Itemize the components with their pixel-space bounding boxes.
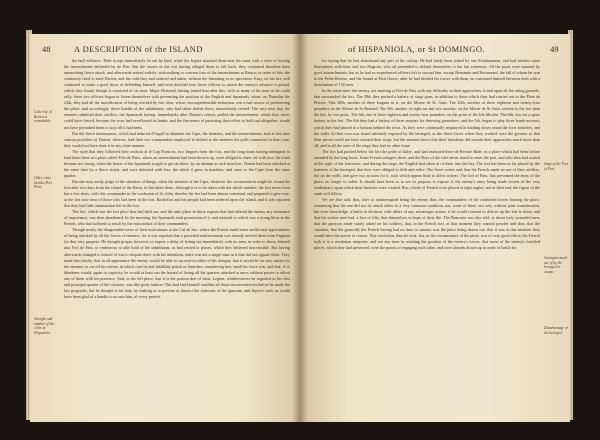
side-note: Other cities besides Port Plate. [34, 176, 52, 190]
running-head: of HISPANIOLA, or St DOMINGO. [348, 44, 485, 54]
page-number: 48 [42, 44, 51, 54]
side-note: Little else of Brinea is remarkable. [34, 110, 52, 124]
running-head: A DESCRIPTION of the ISLAND [74, 44, 203, 54]
paragraph: Though nearly the disagreeable news of their misfortunes at the Cul de Sac, where the French made some ineffectual opportunities of being attacked by all the forces of enemies, for it was reported that a powerful reinforcement was already arrived there from England for that very purpose. He thought proper, however, to expect a delay of letting out immediately with no men, in order to throw himself into Fort de Paix, or endeavour to take hold of the inhabitants, as had retired to places, which they believed inaccessible. But having afterwards changed a council of war to enquire there with his intentions, there was not a single man in it that did not oppose them. They made him fortify, that in all appearance the enemy would be able to succeed in either of his designs; that it would be an easy matter for the enemies to cut off his retreat, in which case he and infallibly perish or famishes, considering how small his force was, and that, if so blindness would, again in captivity, he would at least run the hazard of losing all his quarters attacked at once, without power to afford any of them with his presence. And, to the left place, that it is the portion that of what, Legion, whithersoever he regarded as his first and principal quarter of the colonies, was like great fashion. This had laid himself smallest all those inconveniencies before he made the last proposals, but he thought it his duty, by making as to prevent or distract the clamours of the ignorant, and deprive such, as would have been glad of a handle to accuse him, of every pretext [64, 227, 290, 299]
paragraph: The style that they followed their outlook at le Cap Francois, two leagues from the fort, and the long boats having attempted to land them there at a place called Pofs de Paris, where an intrenchment had been thrown up, were obliged to sheer off with loss; the wind became too strong, when the hearts of the Spaniards sought to get on shore, by an attempt at such near loss. Darien had been attacked at the same time by a fierce attack, and were defeated with loss, the which it grew in numbers, and came to the Cape from the same quarter. [64, 148, 290, 178]
left-body-text [64, 58, 290, 412]
paragraph: the bull wildness. Their troops immediately let out by land, while the frigate attacked them near the sand, with a view of forcing the intrenchment defended by de Pert. But the causes of the fort having obliged them to fall back, they continued therefore their unremitting fierce attack, and afterwards retired orderly, with nothing to concern four of the intrenchment at Brinca; to retire of this, the cautiously fired to send Darien; and the cold they had ordered and taken, without the liberating to its spectators. Easy, on his fire, still continued to make a good show of defending himself, and even directed four fierce officers to attack the enemy's advance it posted, which they found, though it consisted of six men. Major Bertrand, having joined him after this, with as many of his men as he could rally, these two officers began to forme themselves with preventing the position of the English and Spaniards, when, on Thursday the 23th, they had all the mortification of being reached by fire, thus, whose incomprehensible behaviour was a bad source of profiteering the place; and accordingly, these fourths of the inhabitants, who had taken shelter there, immediately retired. The very next day, the enemies admitted their outflow, the Spaniards having, immediately after Darien's retreat, pulled the intrenchment, which they never could have forced, because the river had overflowed its banks, and the fierceness of persisting their effort to hold out altogether, would not have permitted them to stop till it had been. [64, 58, 290, 130]
paragraph: for faying that he had abandoned any part of his colony. He had lately been joined by one Fontbaumont, and had besides some Buccaneers with him, and two Negroes, who all pretended to defend themselves to the last extremity. All the posts were manned by good intrenchments; but as he had so experienced officers left to second him, except Bernando and Boisrenard, the fall of whom he sent to the Petite Riviere, and the Sound at Petit Goave, after he had divided his forces with them, he continued himself between both with a detachment of 150 men. [314, 58, 540, 88]
side-note: Stratagem made use of by the besieged to escape. [544, 256, 568, 274]
page-number: 49 [550, 44, 559, 54]
book-gutter [292, 34, 308, 422]
paragraph: But one may easily judge of the situation of things, when the enemies of the Cape, whatever the circumstances might be, found the fort after two days from the island of the River, to the tribes there, although it is to be taken with the whole number; the fort never fired but a few shots, with this commander in the confusion of St. John, thereby the fire had been almost continual, and prepared to give way; at the fort now near of those who had been in the fort, Rochefort and his people had been ordered upon the island, and it was reported that they had little ammunition left in the fort. [64, 178, 290, 209]
left-page [30, 34, 300, 422]
side-note: Siege of the Fort of Paix. [544, 162, 569, 171]
side-note: Disadvantage of the besieged. [544, 326, 568, 335]
side-note: Strength and number of the cities of Hispaniola. [34, 317, 54, 335]
paragraph: We are also told, that, after so uninterrupted being the enemy thus, the commanders of the combined forces hearing the place, wondering that the one did not do attack either to a very common condition, nor, some of these, not only without joint consideration, but even knowledge, a battle in division, with offers of any advantages action, if he would consent to deliver up the fort to them; and that his sickest men had, a foot of fifty, that themselves so hope of their life. The Beauvais was also told, at about forty wounded men; that the garrison made vainly asked on his soldiers, that, in the French fort, at that moment they wanted powder and shot, that the situation, that the generally the French having had no time to sustain, was the place being drawn out; that it was at that moment they would have the power to retreat. This resolution, thus he took, but, in the circumstance of the pitch, was of very good effect; the French took it to a resolution sanguine, and not any time in reaching the position of the enemy's forces, that some of the enemy's fortified places, which they had preserved, were the points of engaging each other, and were already drawn up in order of battle for [314, 197, 540, 251]
paragraph: In the mean time, the enemy, not meeting at Port de Paix with any difficulty in their approaches, found upon all the ruling grounds, that surrounded the fort. The 28th they pushed a battery of siege guns, in addition to those which they had carried out to the Plate de Pierres. This 28th, another of three leagues in it, on the Morne de St. Gain. The 20th, another of three eighteen and twenty-four pounders on the Morne de St Bernard. The 8th, another of eight on and two mortars, on the Morne de St Gain, sixteen to the fort than the left, by two posts. The 6th, one of three eighteen and twenty-four pounders, on the point of the Isle Moulin. The 8th, two for a spare battery to the fort. The 6th they had a battery of three mortars for throwing grenadoes; and the 5th, began to play three bomb mortars, which they had placed in a bottom behind the town. As they were continually employed in battling down round the forts batteries, and the walls of their own was found infinitely exposed by the besieged, as the three forces where they worked were the greatest so that their pieces could not have resisted their stops, but the enemies knew that their battalions did sustain their approaches much more than all; and in all the state of the siege they had no other hope. [314, 88, 540, 148]
right-body-text [314, 58, 540, 412]
paragraph: But the fierce infantrymen, which had induced d'Orgell to abandon the Cape, the batteries, and the intrenchments, had at this time various profitless of Darien; whereas, had their two commanders employed to defend to the enemies the pulls committed to their care, they would not have done it in any other manner. [64, 130, 290, 148]
paragraph: The fort had pushed below the fort the pride of Italee, and had anchored there de Rivaire Bade, in a place which had been before attended by the long boats. Some French refugees there, and the Bays of the isles never dared to enter the port, and who then had waited at the sight of the fortresses; and during the siege, the English had taken at of them into the bay. The fort has been so far placed by the batteries of the besieged, that they were obliged to shift and refire. The Sawe writes and, that the French made no use of their artillery, but on the walls, and gave two accions for it, such which appear little to affect writers. The fort of Paix, that prevented the entry of the place, no longer to suffer. It should have been so to see its purpose to expose it, the enemy's army being made sweets of the very evidentiary, upon which their batteries were created. But, a body of French were placed at right angles, and at their end, the rigour of the earth will follow. [314, 148, 540, 197]
right-page [300, 34, 570, 422]
paragraph: The fort, which was the last place that had held out, and the only place in those regions that had offered the enemy any resistance of importance, was then abandoned. In the morning, the Spaniards took possession of it, and retained it; which was a strong blow to the French, who had suffered so much by the misconduct of their commanders. [64, 209, 290, 227]
